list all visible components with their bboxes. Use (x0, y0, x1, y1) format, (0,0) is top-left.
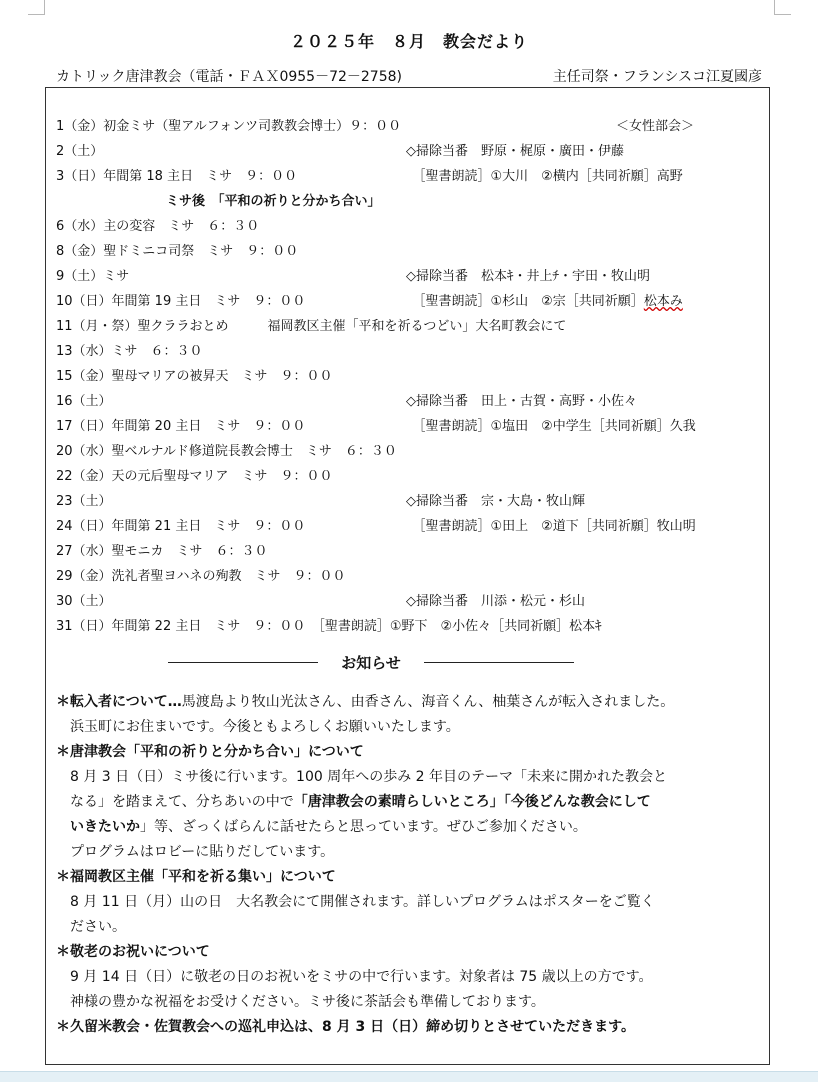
schedule-entry: 13（水）ミサ ６：３０ (56, 344, 203, 359)
notice-item (56, 865, 768, 940)
notice-title: ＊唐津教会「平和の祈りと分かち合い」について (56, 744, 364, 760)
schedule-detail: ◇掃除当番 野原・梶原・廣田・伊藤 (406, 144, 624, 159)
schedule-row (56, 414, 796, 439)
schedule-row (56, 439, 796, 464)
notice-line: 8 月 3 日（日）ミサ後に行います。100 周年への歩み 2 年目のテーマ「未来に開かれた教会と (70, 769, 668, 785)
page-corner-mark-right (774, 0, 791, 15)
schedule-entry: 30（土） (56, 594, 112, 609)
schedule-row (56, 389, 796, 414)
notice-line: 8 月 11 日（月）山の日 大名教会にて開催されます。詳しいプログラムはポスターをご覧く (70, 894, 655, 910)
schedule-entry: 24（日）年間第 21 主日 ミサ ９：００ (56, 519, 306, 534)
schedule-entry: 23（土） (56, 494, 112, 509)
notice-line: 浜玉町にお住まいです。今後ともよろしくお願いいたします。 (70, 719, 460, 735)
notice-item (56, 940, 768, 1015)
notice-title: ＊福岡教区主催「平和を祈る集い」について (56, 869, 336, 885)
schedule-row (56, 489, 796, 514)
window-bottom-bar (0, 1071, 818, 1082)
priest-name: 主任司祭・フランシスコ江夏國彦 (552, 69, 762, 85)
schedule-entry: 27（水）聖モニカ ミサ ６：３０ (56, 544, 268, 559)
notice-item (56, 690, 768, 740)
schedule-row (56, 139, 796, 164)
schedule-row (56, 114, 796, 139)
notice-line: 9 月 14 日（日）に敬老の日のお祝いをミサの中で行います。対象者は 75 歳以上の方です。 (70, 969, 653, 985)
schedule-row (56, 464, 796, 489)
notice-item (56, 740, 768, 865)
notice-item (56, 1015, 768, 1040)
schedule-detail: ◇掃除当番 松本ｷ・井上ﾁ・宇田・牧山明 (406, 269, 650, 284)
schedule-row (56, 164, 796, 189)
schedule-entry: 31（日）年間第 22 主日 ミサ ９：００ ［聖書朗読］①野下 ②小佐々［共同祈願］松本ｷ (56, 619, 602, 634)
schedule-entry: 6（水）主の変容 ミサ ６：３０ (56, 219, 260, 234)
schedule-entry: 29（金）洗礼者聖ヨハネの殉教 ミサ ９：００ (56, 569, 346, 584)
schedule-row (56, 214, 796, 239)
notice-emphasis: 「唐津教会の素晴らしいところ」「今後どんな教会にして (293, 794, 651, 810)
schedule-note: ミサ後 「平和の祈りと分かち合い」 (166, 194, 381, 209)
notice-line: なる」を踏まえて、分ちあいの中で (70, 794, 294, 810)
notice-list (56, 690, 768, 1040)
schedule-detail: ◇掃除当番 川添・松元・杉山 (406, 594, 585, 609)
schedule-row (56, 339, 796, 364)
spellcheck-flagged-name: 松本み (643, 294, 683, 309)
schedule-row (56, 364, 796, 389)
schedule-row (56, 514, 796, 539)
schedule-detail-text: ［聖書朗読］①杉山 ②宗［共同祈願］ (406, 294, 644, 309)
schedule-entry: 3（日）年間第 18 主日 ミサ ９：００ (56, 169, 298, 184)
notice-line: ださい。 (70, 919, 126, 935)
notice-heading-block (168, 650, 574, 674)
schedule-detail: ◇掃除当番 宗・大島・牧山輝 (406, 494, 585, 509)
schedule-tag: ＜女性部会＞ (616, 119, 695, 134)
notice-emphasis-cont: いきたいか (70, 819, 140, 835)
notice-title: ＊久留米教会・佐賀教会への巡礼申込は、8 月 3 日（日）締め切りとさせていただきます。 (56, 1019, 635, 1035)
schedule-entry: 9（土）ミサ (56, 269, 130, 284)
page-corner-mark-left (28, 0, 45, 15)
schedule-entry: 11（月・祭）聖クララおとめ 福岡教区主催「平和を祈るつどい」大名町教会にて (56, 319, 567, 334)
schedule-detail: ［聖書朗読］①田上 ②道下［共同祈願］牧山明 (406, 519, 696, 534)
schedule-entry: 10（日）年間第 19 主日 ミサ ９：００ (56, 294, 306, 309)
notice-heading: お知らせ (341, 654, 401, 672)
schedule-row (56, 539, 796, 564)
schedule-row (56, 614, 796, 639)
schedule-row (56, 239, 796, 264)
schedule-row (56, 264, 796, 289)
notice-line: プログラムはロビーに貼りだしています。 (70, 844, 335, 860)
notice-title-tail: 馬渡島より牧山光汰さん、由香さん、海音くん、柚葉さんが転入されました。 (181, 694, 675, 710)
notice-line: 神様の豊かな祝福をお受けください。ミサ後に茶話会も準備しております。 (70, 994, 545, 1010)
schedule-entry: 8（金）聖ドミニコ司祭 ミサ ９：００ (56, 244, 299, 259)
schedule-entry: 22（金）天の元后聖母マリア ミサ ９：００ (56, 469, 333, 484)
heading-rule-right (424, 662, 574, 663)
newsletter-title: ２０２５年 ８月 教会だより (289, 32, 528, 51)
schedule-detail: ［聖書朗読］①大川 ②横内［共同祈願］高野 (406, 169, 683, 184)
schedule-row (56, 189, 796, 214)
schedule-entry: 2（土） (56, 144, 104, 159)
schedule-entry: 15（金）聖母マリアの被昇天 ミサ ９：００ (56, 369, 333, 384)
notice-title: ＊転入者について… (56, 694, 182, 710)
church-contact: カトリック唐津教会（電話・ＦＡＸ0955－72－2758) (56, 69, 402, 85)
schedule-detail: ◇掃除当番 田上・古賀・高野・小佐々 (406, 394, 637, 409)
schedule-entry: 17（日）年間第 20 主日 ミサ ９：００ (56, 419, 306, 434)
schedule-row (56, 289, 796, 314)
schedule-entry: 16（土） (56, 394, 112, 409)
schedule-row (56, 314, 796, 339)
schedule-entry: 20（水）聖ベルナルド修道院長教会博士 ミサ ６：３０ (56, 444, 397, 459)
schedule-entry: 1（金）初金ミサ（聖アルフォンツ司教教会博士）９：００ (56, 119, 402, 134)
notice-title: ＊敬老のお祝いについて (56, 944, 210, 960)
schedule-detail: ［聖書朗読］①塩田 ②中学生［共同祈願］久我 (406, 419, 696, 434)
notice-line: 」等、ざっくばらんに話せたらと思っています。ぜひご参加ください。 (140, 819, 587, 835)
schedule-list (56, 114, 796, 639)
schedule-detail (406, 289, 683, 314)
schedule-row (56, 564, 796, 589)
schedule-row (56, 589, 796, 614)
